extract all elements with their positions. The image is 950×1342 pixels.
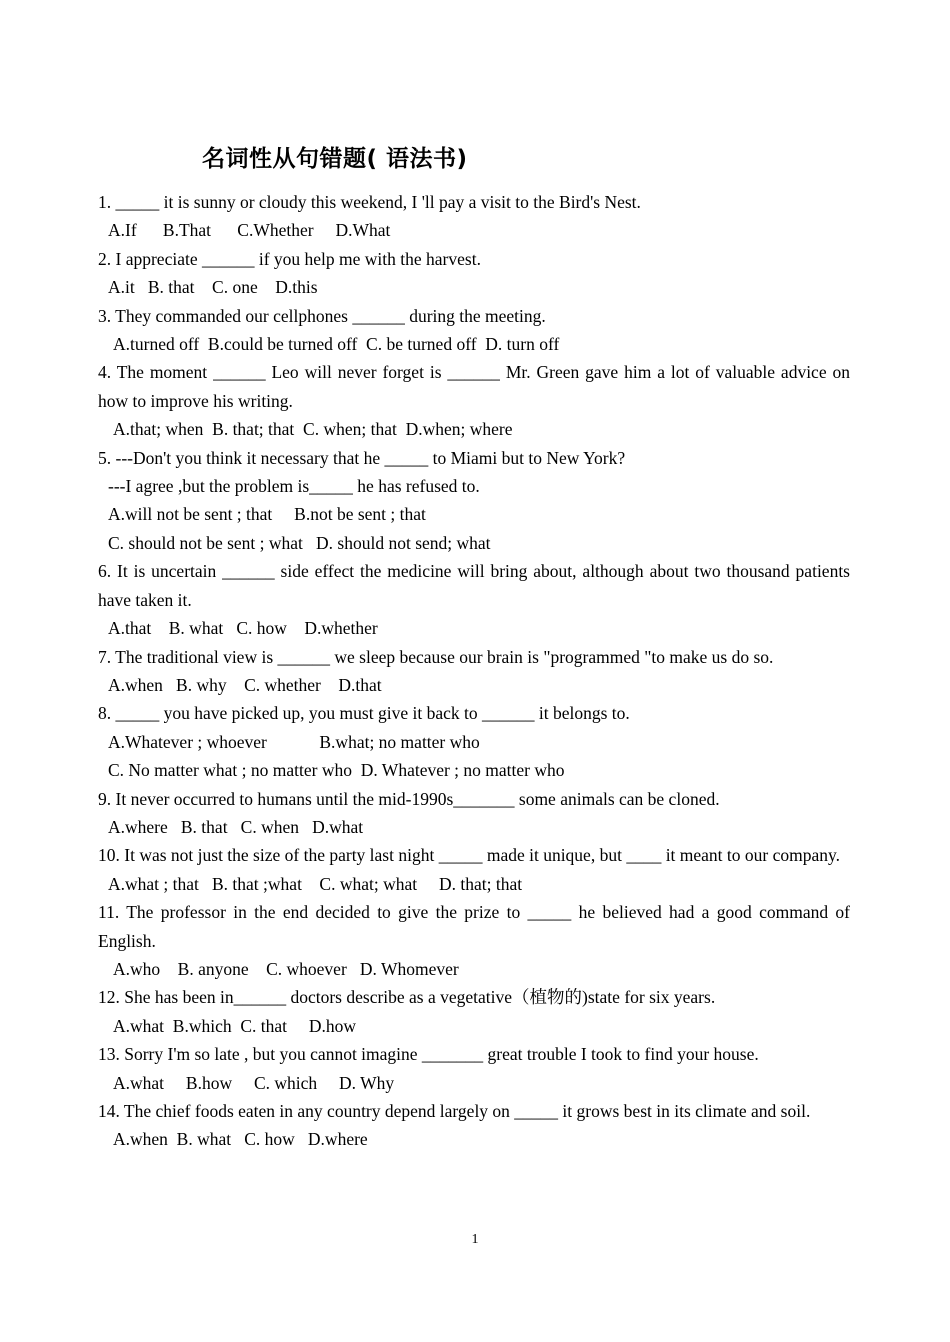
question-2-options: A.it B. that C. one D.this [108,277,318,298]
question-4-options: A.that; when B. that; that C. when; that D.when; where [113,419,513,440]
question-11-options: A.who B. anyone C. whoever D. Whomever [113,958,459,979]
question-3: 3. They commanded our cellphones ______ during the meeting. [98,305,546,326]
question-5-reply: ---I agree ,but the problem is_____ he has refused to. [108,476,480,497]
question-6-options: A.that B. what C. how D.whether [108,618,378,639]
question-12-options: A.what B.which C. that D.how [113,1015,357,1036]
question-9-options: A.where B. that C. when D.what [108,816,364,837]
question-5-options-a-b: A.will not be sent ; that B.not be sent ; that [108,504,426,525]
question-11: 11. The professor in the end decided to give the prize to _____ he believed had a good command of English. [98,902,850,951]
question-4: 4. The moment ______ Leo will never forget is ______ Mr. Green gave him a lot of valuable advice on how to improve his writing. [98,362,850,411]
question-5-options-c-d: C. should not be sent ; what D. should not send; what [108,532,491,553]
question-12: 12. She has been in______ doctors describe as a vegetative（植物的)state for six years. [98,987,716,1008]
question-5: 5. ---Don't you think it necessary that he _____ to Miami but to New York? [98,447,626,468]
question-13: 13. Sorry I'm so late , but you cannot imagine _______ great trouble I took to find your house. [98,1044,759,1065]
page-title: 名词性从句错题( 语法书) [202,146,468,172]
question-3-options: A.turned off B.could be turned off C. be turned off D. turn off [113,334,560,355]
question-2: 2. I appreciate ______ if you help me with the harvest. [98,248,481,269]
question-10: 10. It was not just the size of the party last night _____ made it unique, but ____ it meant to our company. [98,845,840,866]
question-8-options-a-b: A.Whatever ; whoever B.what; no matter who [108,731,480,752]
question-1-options: A.If B.That C.Whether D.What [108,220,391,241]
page-number: 1 [471,1232,479,1247]
question-7-options: A.when B. why C. whether D.that [108,674,382,695]
question-6: 6. It is uncertain ______ side effect the medicine will bring about, although about two thousand patients have taken it. [98,561,850,610]
question-list [98,188,850,1154]
question-8-options-c-d: C. No matter what ; no matter who D. Whatever ; no matter who [108,760,565,781]
question-10-options: A.what ; that B. that ;what C. what; what D. that; that [108,873,523,894]
question-13-options: A.what B.how C. which D. Why [113,1072,395,1093]
question-7: 7. The traditional view is ______ we sleep because our brain is "programmed "to make us do so. [98,646,774,667]
question-14: 14. The chief foods eaten in any country depend largely on _____ it grows best in its climate and soil. [98,1101,811,1121]
question-1: 1. _____ it is sunny or cloudy this weekend, I 'll pay a visit to the Bird's Nest. [98,192,641,212]
question-9: 9. It never occurred to humans until the mid-1990s_______ some animals can be cloned. [98,788,720,809]
question-8: 8. _____ you have picked up, you must give it back to ______ it belongs to. [98,703,630,724]
question-14-options: A.when B. what C. how D.where [113,1129,368,1150]
